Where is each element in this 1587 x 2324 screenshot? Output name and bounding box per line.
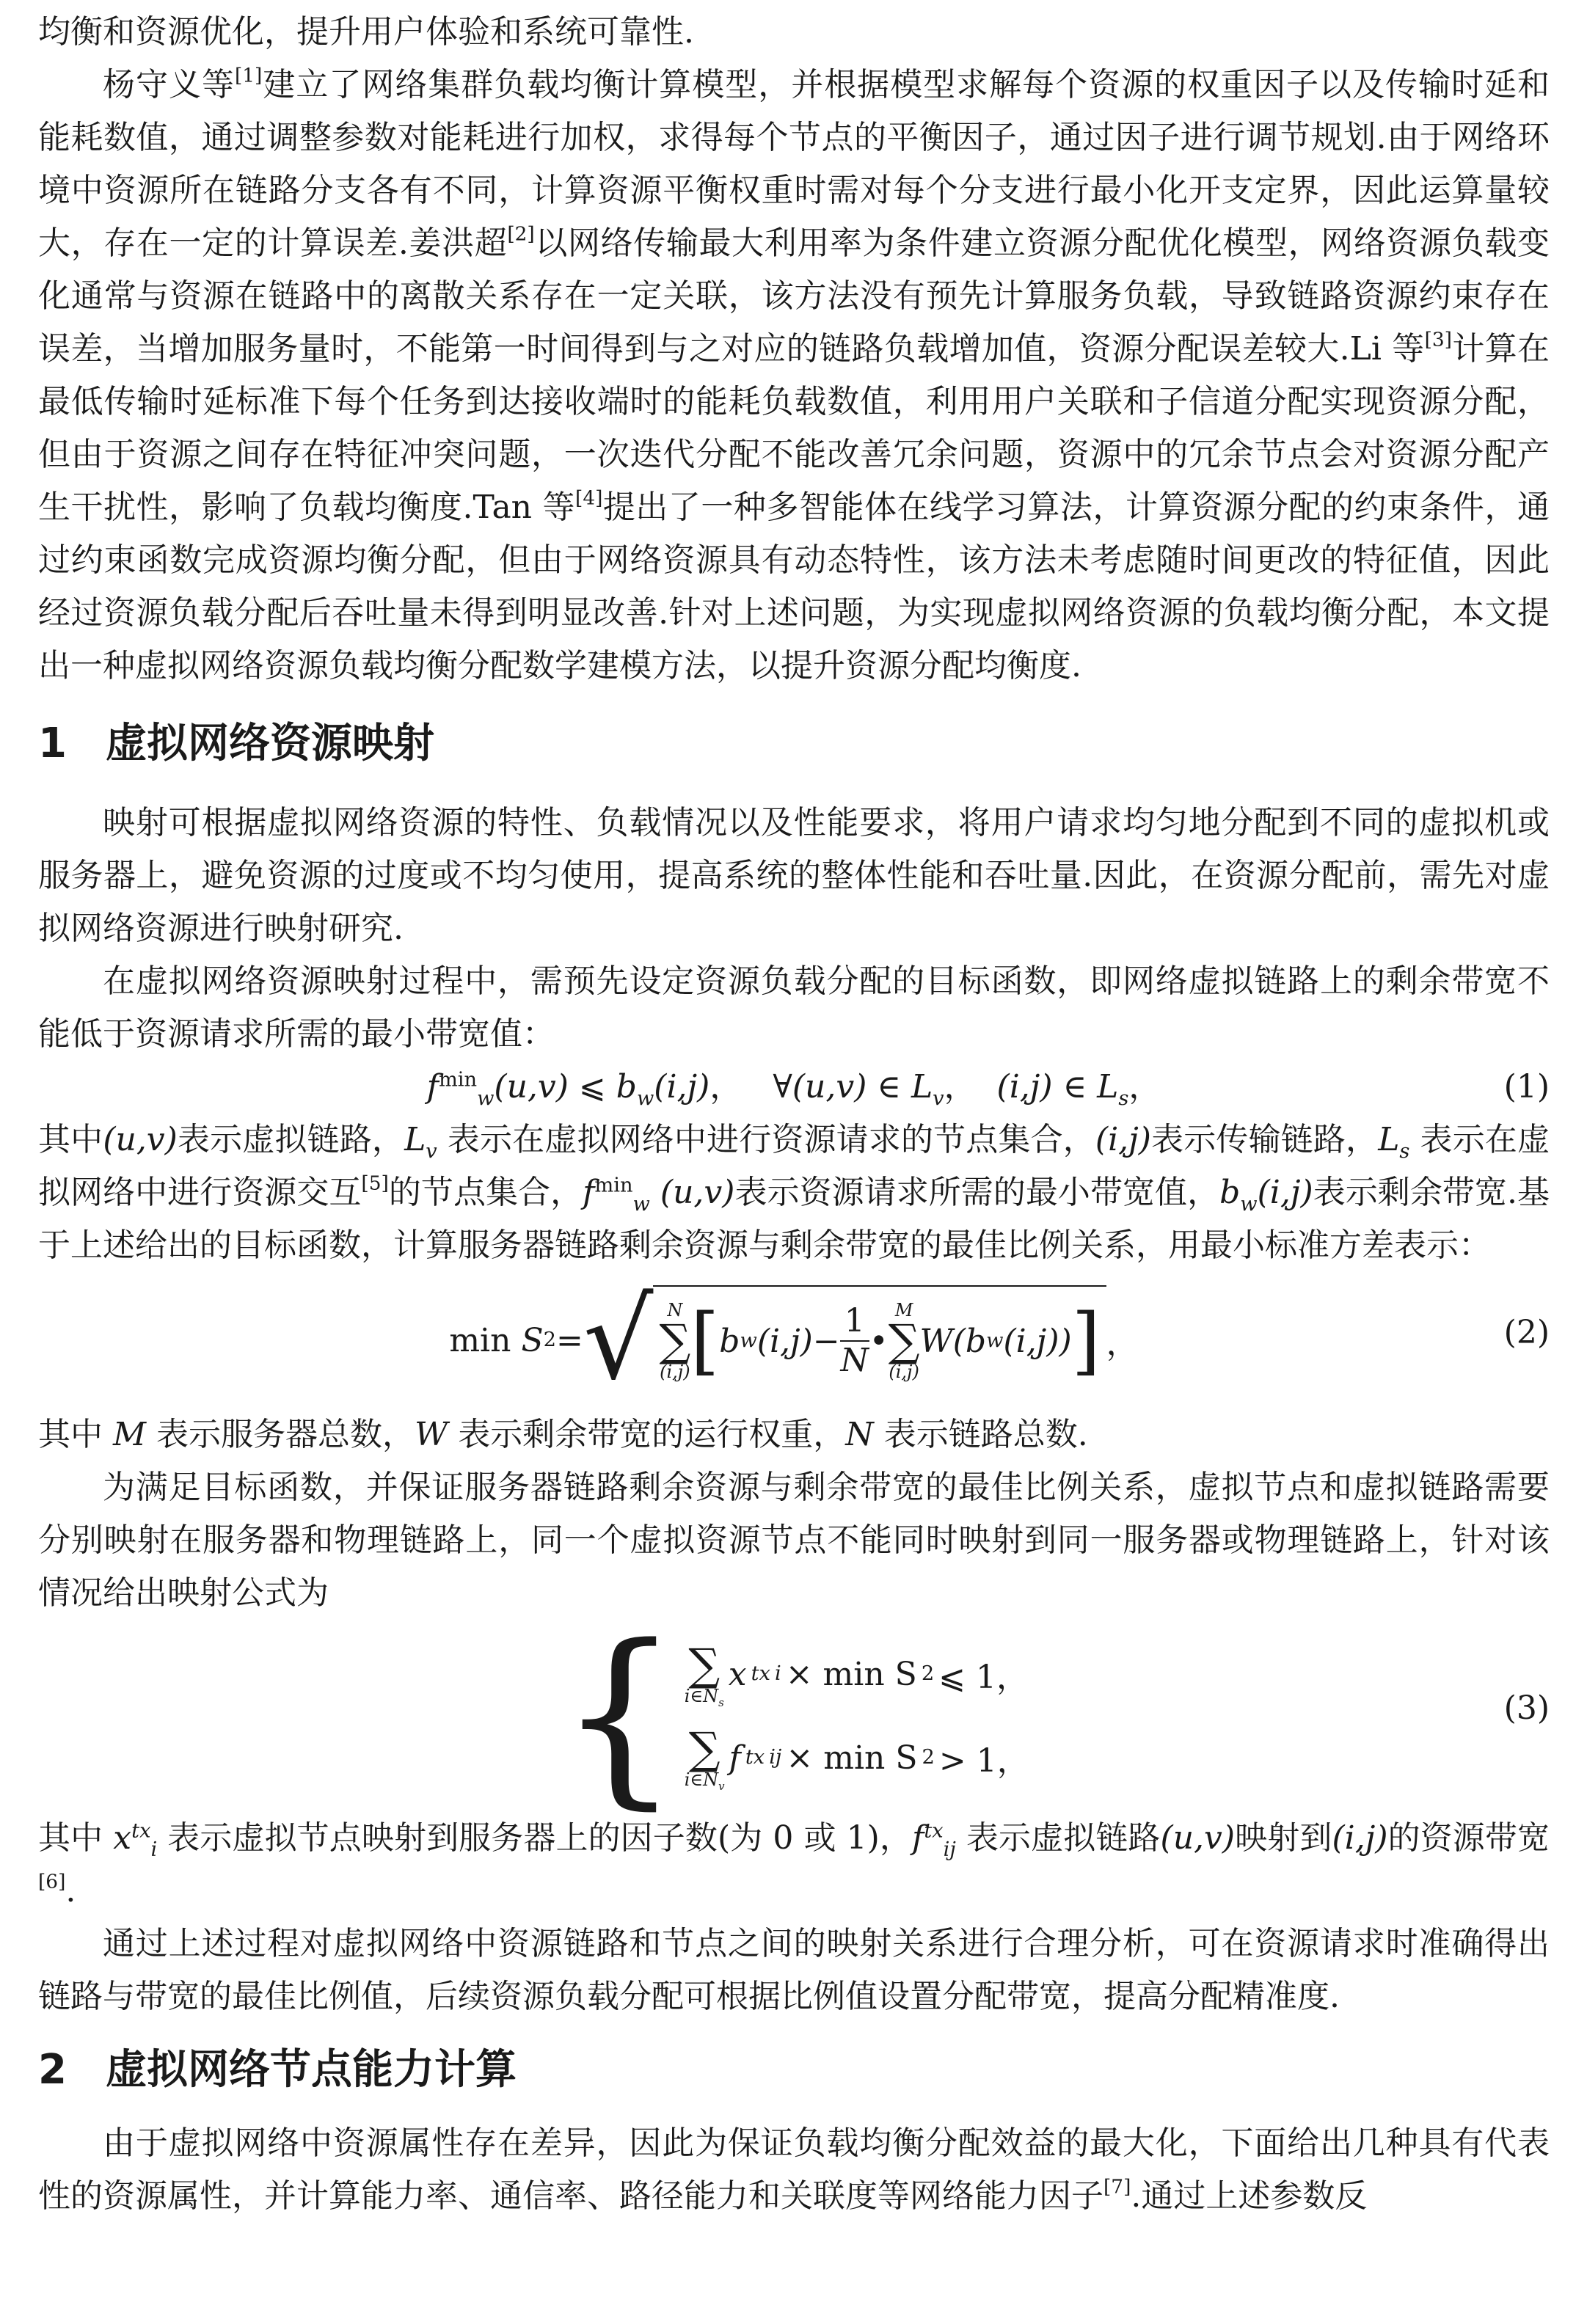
section-1-paragraph-1: 映射可根据虚拟网络资源的特性、负载情况以及性能要求，将用户请求均匀地分配到不同的虚拟机或服务器上，避免资源的过度或不均匀使用，提高系统的整体性能和吞吐量.因此，在资源分配前，需先对虚拟网络资源进行映射研究.: [38, 804, 1550, 947]
citation[interactable]: [5]: [361, 1172, 389, 1195]
equation-2: min S 2 = √ N ∑ (i,j) [ b w (i,j) − $\frac{1}{N}$ • M ∑ (i,j) W (b w (i,j)) ] ， (2): [449, 1276, 1550, 1404]
section-1-heading: 1 虚拟网络资源映射: [38, 720, 434, 767]
citation[interactable]: [4]: [575, 486, 603, 510]
section-1-paragraph-6: 其中 $x^{tx}_i$ 表示虚拟节点映射到服务器上的因子数(为 0 或 1)，$f^{tx}_{ij}$ 表示虚拟链路(u,v)映射到(i,j)的资源带宽[6].: [38, 1819, 1550, 1910]
equation-3: { ∑ $i\in N_s$ x tx i × min S 2 ⩽ 1， ∑ $i\in N_v$ f tx ij × min S 2 > 1， (3): [558, 1605, 1550, 1827]
section-2-heading: 2 虚拟网络节点能力计算: [38, 2046, 517, 2094]
citation[interactable]: [3]: [1424, 328, 1452, 351]
citation[interactable]: [2]: [507, 222, 535, 246]
square-root: √ N ∑ (i,j) [ b w (i,j) − $\frac{1}{N}$ • M ∑ (i,j) W (b w (i,j)) ]: [583, 1285, 1106, 1395]
section-1-paragraph-7: 通过上述过程对虚拟网络中资源链路和节点之间的映射关系进行合理分析，可在资源请求时准确得出链路与带宽的最佳比例值，后续资源负载分配可根据比例值设置分配带宽，提高分配精准度.: [38, 1925, 1550, 2015]
section-1-paragraph-4: 其中 M 表示服务器总数，W 表示剩余带宽的运行权重，N 表示链路总数.: [38, 1416, 1088, 1453]
equation-number: (1): [1503, 1068, 1550, 1106]
equation-1: $f^{min}_w(u,v)$ ⩽ $b_w(i,j)$， ∀(u,v) ∈ $L_v$， (i,j) ∈ $L_s$， (1): [38, 1061, 1550, 1114]
page: [38, 6, 1550, 2223]
equation-number: (2): [1503, 1314, 1550, 1351]
citation[interactable]: [1]: [234, 64, 263, 87]
section-1-paragraph-3: 其中(u,v)表示虚拟链路，$L_v$ 表示在虚拟网络中进行资源请求的节点集合，(i,j)表示传输链路，$L_s$ 表示在虚拟网络中进行资源交互[5]的节点集合，$f^{min}_w$ (u,v)表示资源请求所需的最小带宽值，$b_w(i,j)$表示剩余带宽.基于上述给出的目标函数，计算服务器链路剩余资源与剩余带宽的最佳比例关系，用最小标准方差表示：: [38, 1121, 1550, 1264]
citation[interactable]: [6]: [38, 1870, 66, 1893]
equation-number: (3): [1503, 1689, 1550, 1727]
section-2-paragraph-1: 由于虚拟网络中资源属性存在差异，因此为保证负载均衡分配效益的最大化，下面给出几种具有代表性的资源属性，并计算能力率、通信率、路径能力和关联度等网络能力因子[7].通过上述参数反: [38, 2124, 1550, 2215]
section-1-paragraph-5: 为满足目标函数，并保证服务器链路剩余资源与剩余带宽的最佳比例关系，虚拟节点和虚拟链路需要分别映射在服务器和物理链路上，同一个虚拟资源节点不能同时映射到同一服务器或物理链路上，针对该情况给出映射公式为: [38, 1469, 1550, 1612]
intro-paragraph-0: 均衡和资源优化，提升用户体验和系统可靠性.: [38, 13, 694, 51]
section-1-paragraph-2: 在虚拟网络资源映射过程中，需预先设定资源负载分配的目标函数，即网络虚拟链路上的剩余带宽不能低于资源请求所需的最小带宽值：: [38, 962, 1550, 1053]
intro-paragraph-1: 杨守义等[1]建立了网络集群负载均衡计算模型，并根据模型求解每个资源的权重因子以及传输时延和能耗数值，通过调整参数对能耗进行加权，求得每个节点的平衡因子，通过因子进行调节规划.由于网络环境中资源所在链路分支各有不同，计算资源平衡权重时需对每个分支进行最小化开支定界，因此运算量较大，存在一定的计算误差.姜洪超[2]以网络传输最大利用率为条件建立资源分配优化模型，网络资源负载变化通常与资源在链路中的离散关系存在一定关联，该方法没有预先计算服务负载，导致链路资源约束存在误差，当增加服务量时，不能第一时间得到与之对应的链路负载增加值，资源分配误差较大.Li 等[3]计算在最低传输时延标准下每个任务到达接收端时的能耗负载数值，利用用户关联和子信道分配实现资源分配，但由于资源之间存在特征冲突问题，一次迭代分配不能改善冗余问题，资源中的冗余节点会对资源分配产生干扰性，影响了负载均衡度.Tan 等[4]提出了一种多智能体在线学习算法，计算资源分配的约束条件，通过约束函数完成资源均衡分配，但由于网络资源具有动态特性，该方法未考虑随时间更改的特征值，因此经过资源负载分配后吞吐量未得到明显改善.针对上述问题，为实现虚拟网络资源的负载均衡分配，本文提出一种虚拟网络资源负载均衡分配数学建模方法，以提升资源分配均衡度.: [38, 64, 1550, 684]
citation[interactable]: [7]: [1103, 2175, 1131, 2199]
